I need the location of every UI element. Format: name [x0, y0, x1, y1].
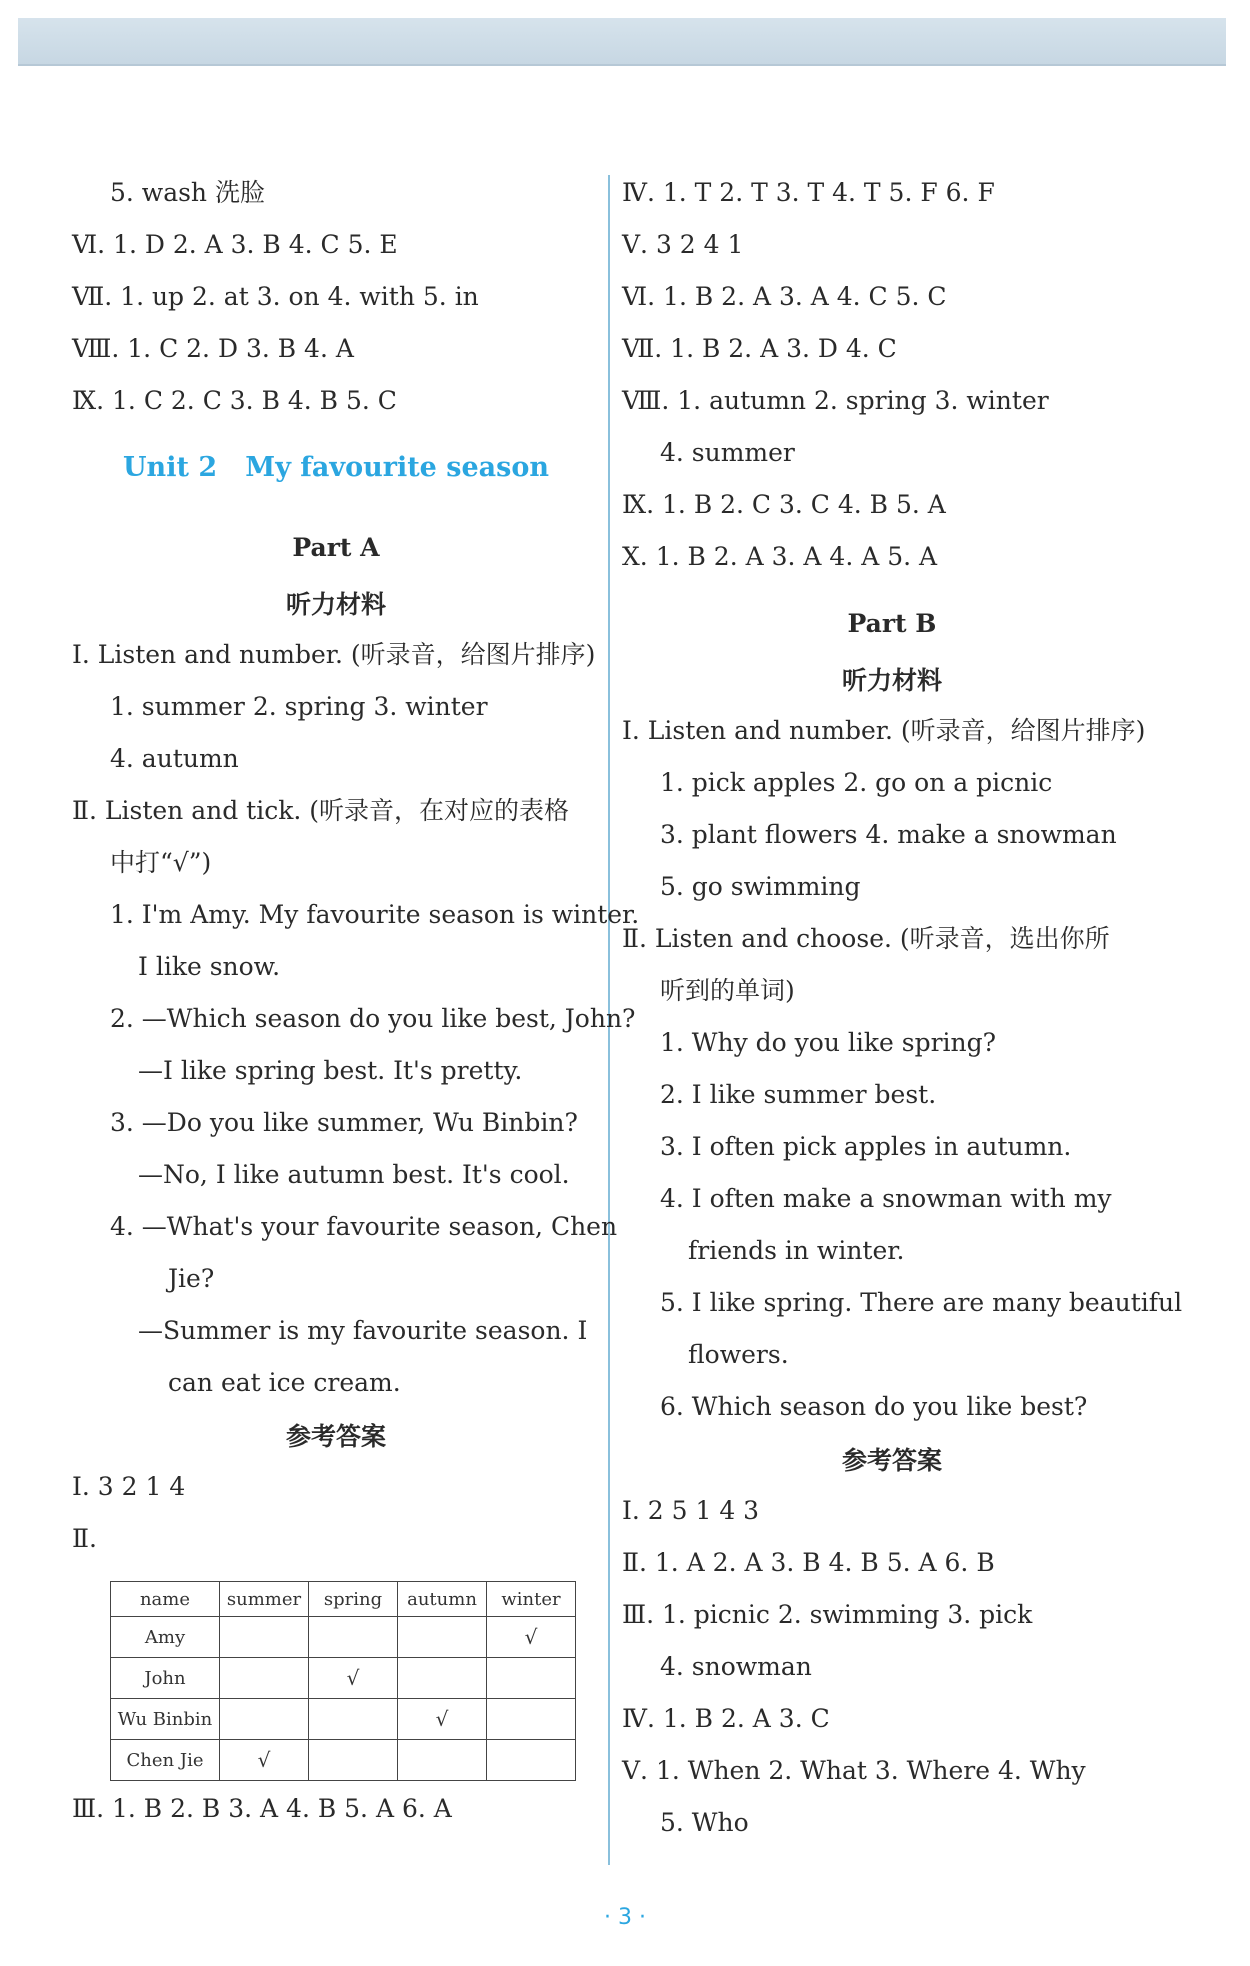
answer-line: 4. summer	[660, 438, 795, 467]
left-column	[72, 175, 640, 1843]
answer-line: —I like spring best. It's pretty.	[138, 1056, 523, 1085]
page-number: · 3 ·	[604, 1905, 646, 1930]
answer-line: friends in winter.	[688, 1236, 905, 1265]
unit-title: Unit 2 My favourite season	[123, 452, 549, 483]
left-answer-heading: 参考答案	[285, 1422, 386, 1451]
answer-line: Ⅱ. 1. A 2. A 3. B 4. B 5. A 6. B	[622, 1548, 995, 1577]
table-row	[111, 1658, 576, 1699]
answer-line: I like snow.	[138, 952, 281, 981]
answer-line: Ⅵ. 1. B 2. A 3. A 4. C 5. C	[622, 282, 947, 311]
right-column	[622, 175, 1183, 1857]
table-row	[111, 1699, 576, 1740]
table-row	[111, 1740, 576, 1781]
tick-cell: √	[220, 1740, 309, 1781]
answer-line: Ⅸ. 1. B 2. C 3. C 4. B 5. A	[622, 490, 946, 519]
answer-line: Ⅸ. 1. C 2. C 3. B 4. B 5. C	[72, 386, 397, 415]
answer-line: Ⅵ. 1. D 2. A 3. B 4. C 5. E	[72, 230, 398, 259]
answer-line: 3. —Do you like summer, Wu Binbin?	[110, 1108, 578, 1137]
table-header-cell: spring	[309, 1582, 398, 1617]
answer-line: —Summer is my favourite season. I	[138, 1316, 588, 1345]
table-header-cell: name	[111, 1582, 220, 1617]
answer-line: 中打“√”)	[110, 848, 212, 877]
answer-line: Ⅴ. 1. When 2. What 3. Where 4. Why	[622, 1756, 1086, 1785]
tick-cell	[220, 1617, 309, 1658]
right-answer-heading: 参考答案	[841, 1446, 942, 1475]
tick-cell	[220, 1699, 309, 1740]
tick-cell	[220, 1658, 309, 1699]
answer-line: Ⅴ. 3 2 4 1	[622, 230, 744, 259]
left-answer-list	[72, 1469, 600, 1573]
left-answers-top	[72, 175, 600, 435]
part-a-heading: Part A	[292, 533, 380, 562]
table-header-cell: winter	[487, 1582, 576, 1617]
answer-line: Ⅰ. 2 5 1 4 3	[622, 1496, 760, 1525]
tick-table-body	[111, 1617, 576, 1781]
answer-line: can eat ice cream.	[168, 1368, 401, 1397]
right-listening-material	[622, 713, 1183, 1441]
answer-line: 5. I like spring. There are many beautiful	[660, 1288, 1183, 1317]
answer-line: 1. I'm Amy. My favourite season is winter.	[110, 900, 640, 929]
part-b-heading: Part B	[847, 609, 937, 638]
tick-cell	[309, 1617, 398, 1658]
answer-line: 6. Which season do you like best?	[660, 1392, 1088, 1421]
answer-line: 听到的单词)	[660, 976, 795, 1005]
answer-line: Jie?	[168, 1264, 215, 1293]
tick-cell: √	[487, 1617, 576, 1658]
answer-line: 2. —Which season do you like best, John?	[110, 1004, 636, 1033]
tick-cell	[398, 1617, 487, 1658]
answer-line: Ⅱ.	[72, 1524, 97, 1553]
answer-line: 1. summer 2. spring 3. winter	[110, 692, 488, 721]
answer-line: 4. —What's your favourite season, Chen	[110, 1212, 618, 1241]
answer-line: Ⅳ. 1. B 2. A 3. C	[622, 1704, 830, 1733]
table-name-cell: Chen Jie	[111, 1740, 220, 1781]
answer-line: 2. I like summer best.	[660, 1080, 937, 1109]
answer-line: Ⅲ. 1. picnic 2. swimming 3. pick	[622, 1600, 1033, 1629]
answer-line: 1. pick apples 2. go on a picnic	[660, 768, 1053, 797]
answer-line: Ⅰ. Listen and number. (听录音，给图片排序)	[72, 640, 596, 669]
left-listening-heading: 听力材料	[285, 590, 386, 619]
answer-line: 5. wash 洗脸	[110, 178, 265, 207]
tick-cell: √	[309, 1658, 398, 1699]
answer-line: Ⅱ. Listen and choose. (听录音，选出你所	[622, 924, 1110, 953]
left-last-answer: Ⅲ. 1. B 2. B 3. A 4. B 5. A 6. A	[72, 1794, 452, 1823]
tick-cell	[309, 1699, 398, 1740]
left-listening-material	[72, 637, 640, 1417]
answer-line: Ⅱ. Listen and tick. (听录音，在对应的表格	[72, 796, 569, 825]
answer-line: Ⅹ. 1. B 2. A 3. A 4. A 5. A	[622, 542, 938, 571]
table-row	[111, 1617, 576, 1658]
right-answer-list	[622, 1493, 1162, 1857]
answer-line: Ⅶ. 1. up 2. at 3. on 4. with 5. in	[72, 282, 479, 311]
right-listening-heading: 听力材料	[841, 666, 942, 695]
answer-line: 4. I often make a snowman with my	[660, 1184, 1112, 1213]
table-name-cell: John	[111, 1658, 220, 1699]
answer-line: —No, I like autumn best. It's cool.	[138, 1160, 570, 1189]
answer-line: flowers.	[688, 1340, 789, 1369]
answer-line: 4. autumn	[110, 744, 239, 773]
tick-table	[110, 1581, 576, 1781]
table-name-cell: Amy	[111, 1617, 220, 1658]
answer-line: 3. plant flowers 4. make a snowman	[660, 820, 1117, 849]
table-name-cell: Wu Binbin	[111, 1699, 220, 1740]
answer-line: Ⅷ. 1. autumn 2. spring 3. winter	[622, 386, 1049, 415]
answer-line: 5. go swimming	[660, 872, 861, 901]
answer-line: Ⅳ. 1. T 2. T 3. T 4. T 5. F 6. F	[622, 178, 995, 207]
answer-line: 4. snowman	[660, 1652, 812, 1681]
tick-cell	[487, 1699, 576, 1740]
tick-cell	[398, 1740, 487, 1781]
answer-line: Ⅶ. 1. B 2. A 3. D 4. C	[622, 334, 897, 363]
answer-line: Ⅷ. 1. C 2. D 3. B 4. A	[72, 334, 354, 363]
tick-cell	[398, 1658, 487, 1699]
tick-cell: √	[398, 1699, 487, 1740]
table-header-cell: summer	[220, 1582, 309, 1617]
answer-line: 5. Who	[660, 1808, 749, 1837]
table-header-cell: autumn	[398, 1582, 487, 1617]
answer-line: Ⅰ. Listen and number. (听录音，给图片排序)	[622, 716, 1146, 745]
answer-line: Ⅰ. 3 2 1 4	[72, 1472, 186, 1501]
page-header-band	[18, 18, 1226, 66]
answer-line: 1. Why do you like spring?	[660, 1028, 997, 1057]
answer-line: 3. I often pick apples in autumn.	[660, 1132, 1072, 1161]
tick-cell	[487, 1658, 576, 1699]
tick-cell	[487, 1740, 576, 1781]
right-answers-top	[622, 175, 1162, 591]
tick-cell	[309, 1740, 398, 1781]
tick-table-header	[111, 1582, 576, 1617]
